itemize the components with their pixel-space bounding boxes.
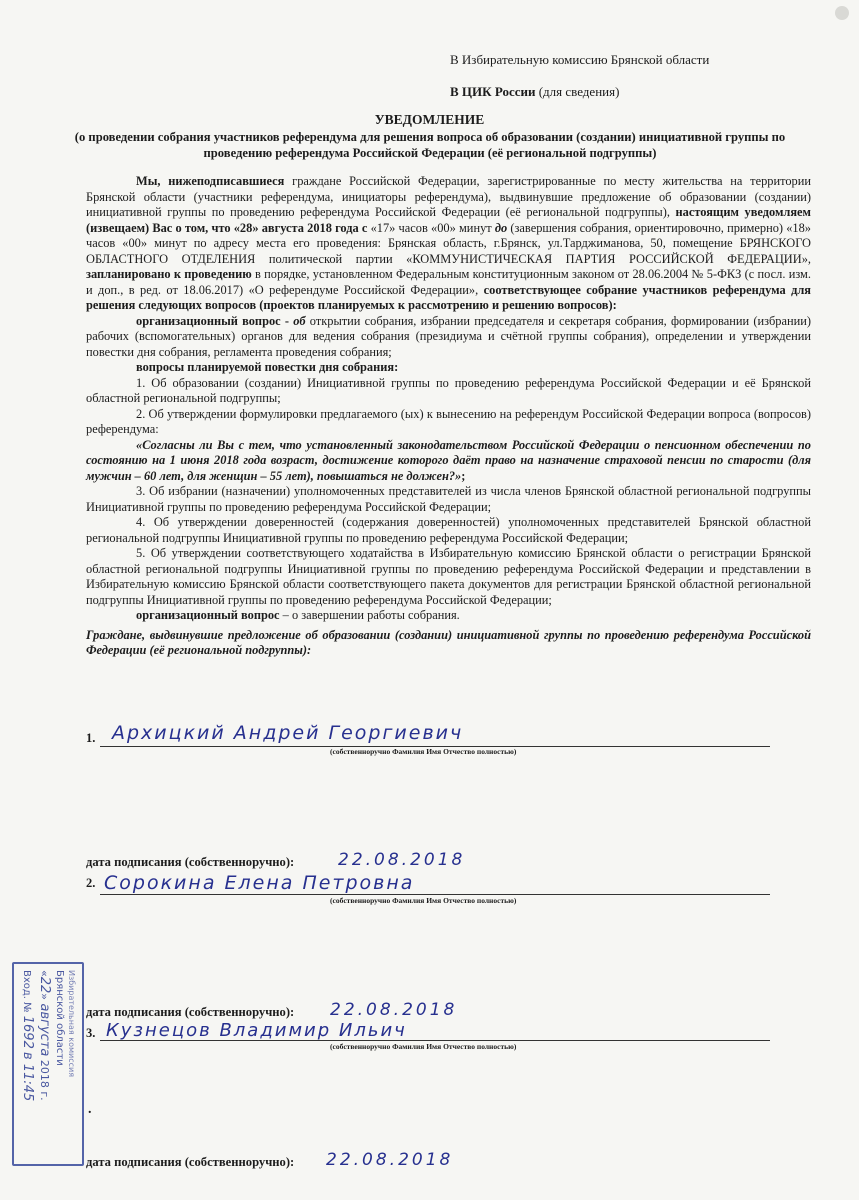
date-signed-value: 22.08.2018: [326, 1150, 454, 1170]
intro-e: (завершения собрания, ориентировочно, примерно) «18» часов «00» минут по адресу места его проведения: Брянская область, г.Брянск, ул.Тарджиманова, 50, помещение БРЯНСКОГО ОБЛАСТНОГО ОТДЕЛЕНИЯ политической партии «КОММУНИСТИЧЕСКАЯ ПАРТИЯ РОССИЙСКОЙ ФЕДЕРАЦИИ»,: [86, 220, 811, 266]
stamp-number: 1692: [20, 1015, 35, 1049]
agenda-item-1: 1. Об образовании (создании) Инициативной группы по проведению референдума Российской Федерации и её Брянской областной региональной подгруппы;: [86, 375, 811, 405]
signature-caption: (собственноручно Фамилия Имя Отчество полностью): [330, 896, 517, 905]
handwritten-signature: Архицкий Андрей Георгиевич: [112, 722, 464, 744]
stamp-time: в 11:45: [20, 1052, 35, 1102]
intro-g: в порядке, установленном Федеральным конституционным законом от 28.06.2004 № 5-ФКЗ (с посл. изм. и доп., в ред. от 18.06.2017) «О референдуме Российской Федерации»,: [86, 267, 812, 297]
signature-line: [100, 1040, 770, 1041]
stamp-org: Избирательная комиссия: [67, 970, 76, 1078]
stamp-number-row: [20, 970, 35, 1101]
stamp-region: Брянской области: [54, 970, 65, 1066]
stamp-day: 22: [37, 976, 52, 994]
document-title: УВЕДОМЛЕНИЕ: [374, 112, 485, 127]
paragraph-intro: [86, 174, 811, 314]
stamp-month: августа: [37, 1003, 52, 1057]
referendum-question-tail: ;: [461, 468, 466, 483]
date-signed-value: 22.08.2018: [338, 850, 466, 870]
list-dot: .: [88, 1102, 92, 1117]
closing-question-text: – о завершении работы собрания.: [279, 608, 460, 622]
citizens-intro: [86, 628, 811, 659]
closing-question-label: организационный вопрос: [136, 608, 280, 622]
signature-number: 3.: [86, 1026, 96, 1040]
referendum-question: [86, 438, 811, 485]
agenda-item-5: 5. Об утверждении соответствующего ходатайства в Избирательную комиссию Брянской области о регистрации Брянской областной региональной подгруппы Инициативной группы по проведению референдума Российской Федерации и представлении в Избирательную комиссию Брянской области соответствующего пакета документов для регистрации Брянской областной региональной подгруппы Инициативной группы по проведению референдума Российской Федерации;: [86, 546, 811, 607]
date-signed-label: дата подписания (собственноручно):: [86, 1155, 295, 1169]
intro-a: граждане Российской Федерации, зарегистрированные по месту жительства на территории Брянской области (участники референдума, инициаторы референдума), выдвинувшие предложение об образовании (создании) инициативной группы по проведению референдума Российской Федерации (её региональной подгруппы),: [86, 174, 811, 219]
org-question-label: организационный вопрос -: [136, 313, 294, 328]
agenda-item-4: 4. Об утверждении доверенностей (содержания доверенностей) уполномоченных представителей Брянской областной региональной подгруппы Инициативной группы по проведению референдума Российской Федерации;: [86, 515, 811, 545]
document-subtitle: (о проведении собрания участников референдума для решения вопроса об образовании (создании) инициативной группы по проведению референдума Российской Федерации (её региональной подгруппы): [74, 130, 786, 160]
signature-number: 1.: [86, 731, 96, 745]
registration-stamp: [12, 962, 84, 1166]
org-question-text: открытии собрания, избрании председателя и секретаря собрания, формировании (избрании) рабочих (вспомогательных) органов для ведения собрания (президиума и счётной группы собрания), определении и утверждении повестки дня собрания, регламента проведения собрания;: [86, 313, 812, 359]
intro-b: настоящим уведомляем (извещаем) Вас о том, что «28» августа 2018 года с: [86, 205, 811, 235]
handwritten-signature: Сорокина Елена Петровна: [104, 872, 415, 894]
intro-f: запланировано к проведению: [86, 267, 252, 281]
paragraph-org-question: [86, 314, 811, 361]
stamp-number-label: Вход. №: [21, 970, 32, 1013]
stamp-date: «22» августа 2018 г.: [37, 970, 52, 1101]
intro-d: до: [494, 220, 508, 235]
intro-lead: Мы, нижеподписавшиеся: [136, 174, 285, 188]
org-question-it: об: [293, 313, 306, 328]
date-signed-label: дата подписания (собственноручно):: [86, 855, 295, 869]
addressee-2: [450, 84, 619, 100]
referendum-question-text: «Согласны ли Вы с тем, что установленный законодательством Российской Федерации о пенсионном обеспечении по состоянию на 1 июня 2018 года возраст, достижение которого даёт право на назначение страховой пенсии по старости (для мужчин – 60 лет, для женщин – 55 лет), повышаться не должен?»: [86, 437, 811, 483]
paragraph-agenda-heading: [86, 360, 811, 376]
signature-caption: (собственноручно Фамилия Имя Отчество полностью): [330, 747, 517, 756]
intro-c: «17» часов «00» минут: [367, 220, 495, 235]
paragraph-closing-question: [86, 608, 811, 624]
agenda-item-2: 2. Об утверждении формулировки предлагаемого (ых) к вынесению на референдум Российской Федерации вопроса (вопросов) референдума:: [86, 406, 811, 436]
stamp-quote: «: [38, 970, 51, 977]
scan-mark: [835, 6, 849, 20]
date-signed-label: дата подписания (собственноручно):: [86, 1005, 295, 1019]
agenda-heading: вопросы планируемой повестки дня собрания:: [136, 360, 399, 374]
stamp-year: 2018 г.: [38, 1059, 51, 1101]
date-signed-value: 22.08.2018: [330, 1000, 458, 1020]
signature-number: 2.: [86, 876, 96, 890]
citizens-intro-text: Граждане, выдвинувшие предложение об образовании (создании) инициативной группы по проведению референдума Российской Федерации (её региональной подгруппы):: [86, 627, 811, 657]
signature-line: [100, 894, 770, 895]
document-body: [86, 174, 811, 659]
handwritten-signature: Кузнецов Владимир Ильич: [106, 1020, 407, 1041]
addressee-2-bold: В ЦИК России: [450, 84, 536, 99]
addressee-2-rest: (для сведения): [535, 84, 620, 99]
signature-caption: (собственноручно Фамилия Имя Отчество полностью): [330, 1042, 517, 1051]
agenda-item-3: 3. Об избрании (назначении) уполномоченных представителей из числа членов Брянской областной региональной подгруппы Инициативной группы по проведению референдума Российской Федерации;: [86, 484, 811, 514]
intro-h: соответствующее собрание участников референдума для решения следующих вопросов (проектов планируемых к рассмотрению и решению вопросов):: [86, 282, 811, 312]
addressee-1: В Избирательную комиссию Брянской области: [450, 52, 710, 67]
